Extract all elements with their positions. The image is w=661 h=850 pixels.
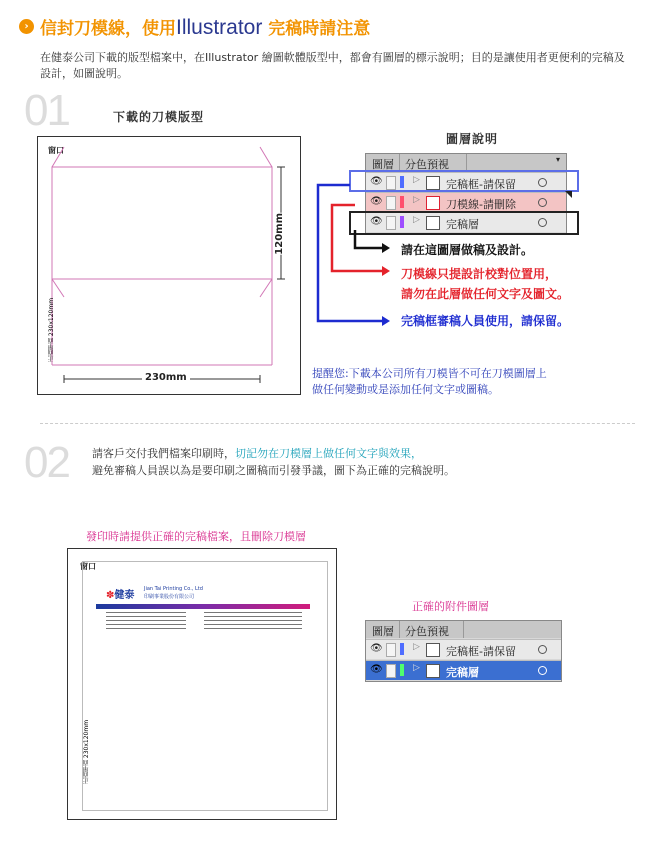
- layer-name[interactable]: 完稿層: [446, 218, 479, 231]
- lock-toggle[interactable]: [386, 643, 396, 657]
- layers-tabbar: [366, 154, 566, 171]
- layer-thumbnail: [426, 196, 440, 210]
- section2-line-1: [92, 445, 455, 462]
- expand-arrow-icon[interactable]: ▷: [413, 175, 420, 185]
- section-divider: [40, 423, 635, 424]
- target-circle-icon[interactable]: [538, 666, 547, 675]
- note-die-line-1: 刀模線只提設計校對位置用，: [401, 267, 558, 281]
- layer-name[interactable]: 完稿框-請保留: [446, 645, 516, 658]
- window-tag: 窗口: [48, 146, 64, 155]
- service-list-left: [106, 612, 186, 632]
- tab-separations-preview[interactable]: 分色預視: [405, 625, 449, 638]
- correct-file-preview: [67, 548, 337, 820]
- note-design-layer: 請在這圖層做稿及設計。: [401, 243, 534, 257]
- correct-layers-caption: 正確的附件圖層: [412, 600, 489, 613]
- service-list-right: [204, 612, 302, 632]
- eye-icon[interactable]: 👁: [370, 216, 383, 227]
- template-side-text: 正面單面 230x120mm: [48, 297, 55, 362]
- panel-menu-icon[interactable]: ▾: [556, 155, 561, 164]
- expand-arrow-icon[interactable]: ▷: [413, 642, 420, 652]
- section2-text: [92, 445, 455, 479]
- reminder-line-2: 做任何變動或是添加任何文字或圖稿。: [312, 383, 499, 396]
- reminder-text: [312, 366, 547, 398]
- template-caption: 下載的刀模版型: [113, 110, 205, 124]
- arrow-circle-icon: ›: [19, 19, 34, 34]
- height-dimension: 120mm: [274, 213, 285, 255]
- intro-text: 在健泰公司下載的版型檔案中，在Illustrator 繪圖軟體版型中，都會有圖層的標示說明；目的是讓使用者更便利的完稿及設計，如圖說明。: [40, 51, 625, 80]
- layer-color-swatch: [400, 664, 404, 676]
- expand-arrow-icon[interactable]: ▷: [413, 215, 420, 225]
- logo-mark-icon: ✽: [106, 590, 115, 601]
- logo-mark-text: 健泰: [114, 590, 135, 601]
- company-logo: [106, 586, 134, 601]
- eye-icon[interactable]: 👁: [370, 176, 383, 187]
- layer-name[interactable]: 完稿層: [446, 666, 479, 679]
- expand-arrow-icon[interactable]: ▷: [413, 195, 420, 205]
- envelope-outline: [38, 137, 300, 394]
- tab-layers[interactable]: 圖層: [372, 158, 394, 171]
- lock-toggle[interactable]: [386, 664, 396, 678]
- tab-layers[interactable]: 圖層: [372, 625, 394, 638]
- width-dimension: 230mm: [142, 372, 190, 383]
- section2-line1-highlight: 切記勿在刀模層上做任何文字與效果，: [235, 447, 422, 460]
- title-prefix: 信封刀模線，使用: [40, 19, 176, 39]
- template-preview: [37, 136, 301, 395]
- layer-color-swatch: [400, 196, 404, 208]
- eye-icon[interactable]: 👁: [370, 643, 383, 654]
- letterhead-band: [96, 604, 310, 609]
- page-title: [40, 14, 370, 40]
- layer-name[interactable]: 刀模線-請刪除: [446, 198, 516, 211]
- template-side-text: 正面單面 230x120mm: [83, 719, 90, 784]
- eye-icon[interactable]: 👁: [370, 196, 383, 207]
- target-circle-icon[interactable]: [538, 198, 547, 207]
- company-name-en: Jian Tai Printing Co., Ltd: [144, 586, 203, 592]
- layers-caption: 圖層說明: [446, 132, 499, 146]
- layer-name[interactable]: 完稿框-請保留: [446, 178, 516, 191]
- section2-line1-prefix: 請客戶交付我們檔案印刷時，: [92, 447, 235, 460]
- reminder-line-1: 提醒您:下載本公司所有刀模皆不可在刀模圖層上: [312, 367, 547, 380]
- layer-thumbnail: [426, 643, 440, 657]
- window-tag: 窗口: [80, 562, 96, 571]
- company-name-zh: 印刷事業股份有限公司: [144, 594, 195, 600]
- note-die-line-2: 請勿在此層做任何文字及圖文。: [401, 287, 570, 301]
- layer-row-selected[interactable]: [366, 660, 561, 680]
- section2-line-2: 避免審稿人員誤以為是要印刷之圖稿而引發爭議，圖下為正確的完稿說明。: [92, 464, 455, 477]
- step-number-02: 02: [24, 438, 69, 487]
- connector-arrows: [310, 175, 400, 335]
- correct-file-caption: 發印時請提供正確的完稿檔案，且刪除刀模層: [86, 530, 306, 543]
- title-app-name: Illustrator: [176, 16, 263, 39]
- layer-thumbnail: [426, 664, 440, 678]
- layers-tabbar: [366, 621, 561, 638]
- layer-color-swatch: [400, 643, 404, 655]
- layer-row[interactable]: [366, 639, 561, 659]
- correct-layers-panel: [365, 620, 562, 682]
- title-suffix: 完稿時請注意: [268, 19, 371, 39]
- tab-separations-preview[interactable]: 分色預視: [405, 158, 449, 171]
- corner-marker-icon: [565, 191, 572, 198]
- note-frame-layer: 完稿框審稿人員使用，請保留。: [401, 314, 570, 328]
- target-circle-icon[interactable]: [538, 645, 547, 654]
- eye-icon[interactable]: 👁: [370, 664, 383, 675]
- step-number-01: 01: [24, 86, 69, 135]
- expand-arrow-icon[interactable]: ▷: [413, 663, 420, 673]
